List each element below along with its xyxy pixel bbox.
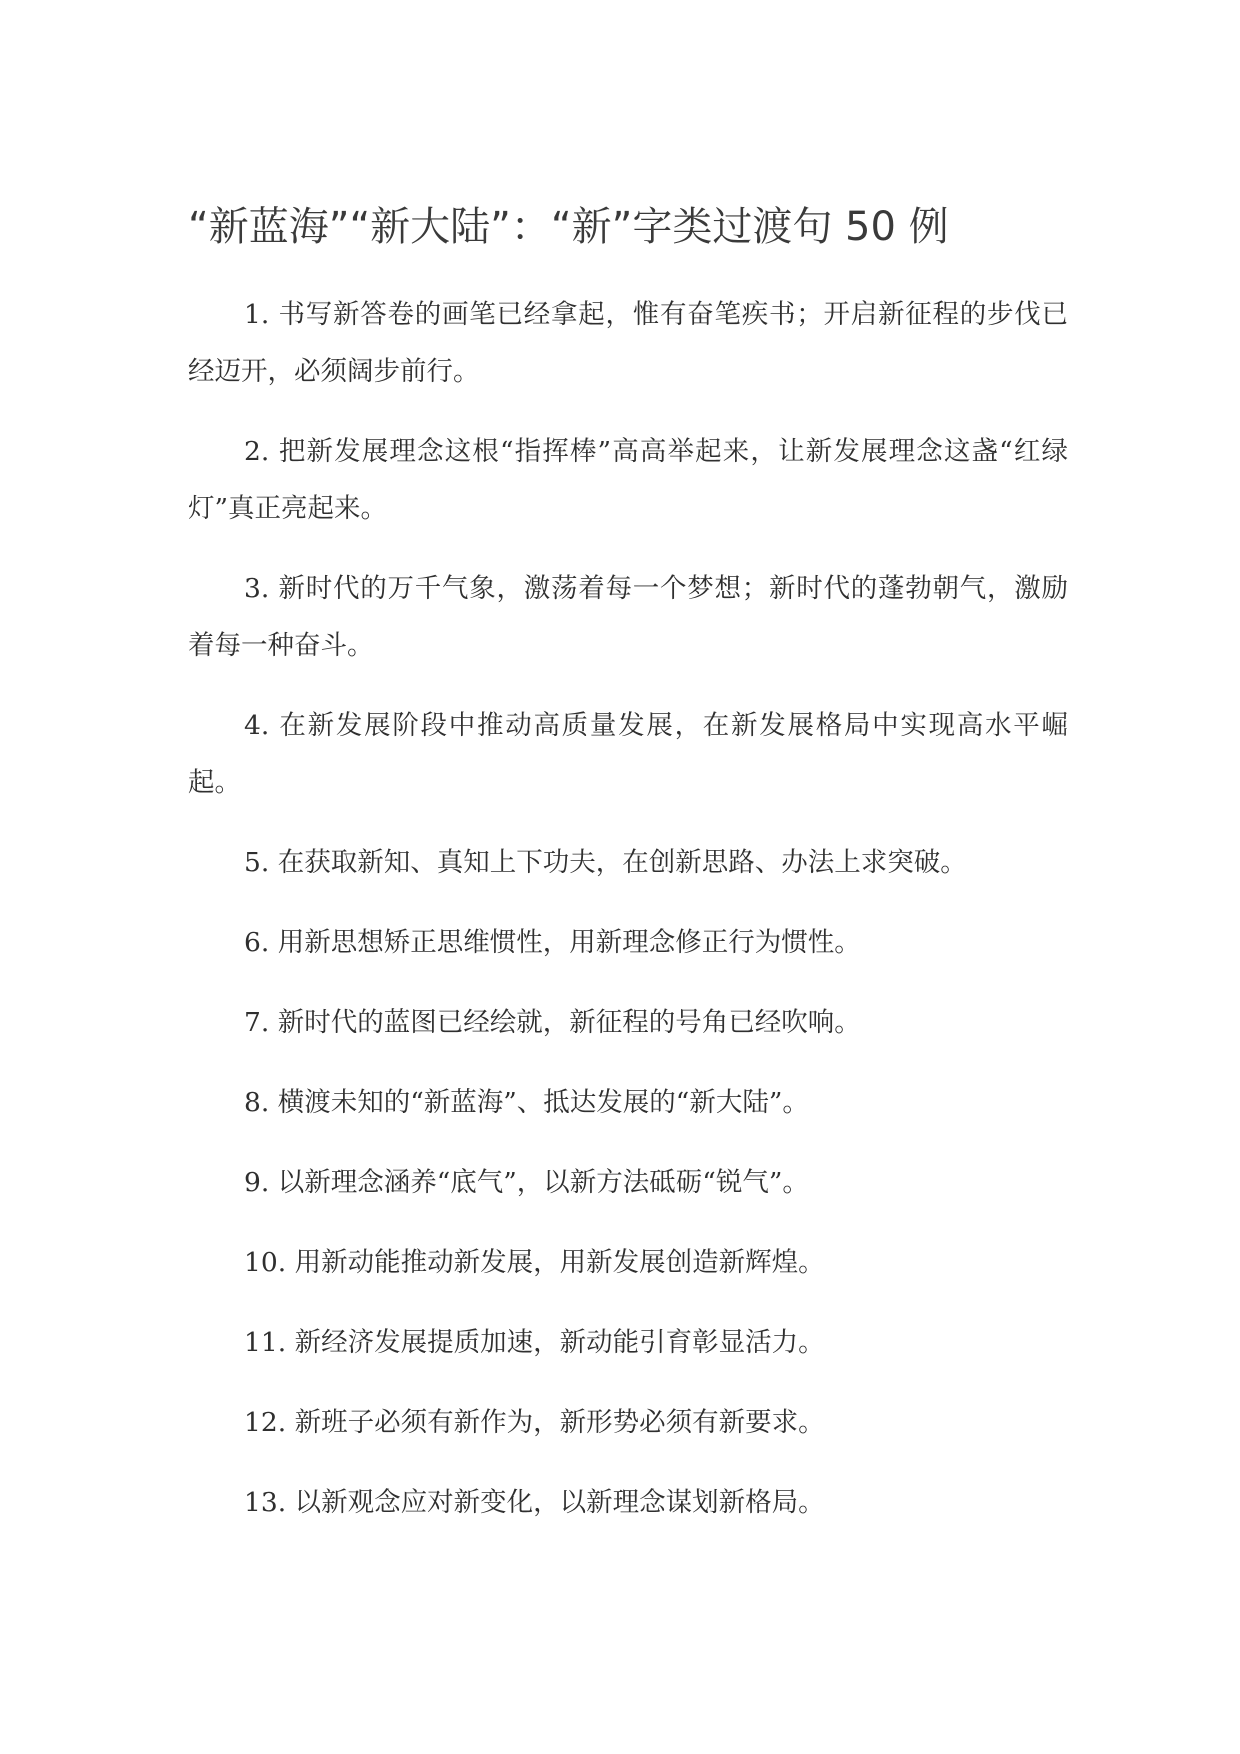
list-item: 5. 在获取新知、真知上下功夫，在创新思路、办法上求突破。 xyxy=(244,847,967,878)
list-item: 6. 用新思想矫正思维惯性，用新理念修正行为惯性。 xyxy=(244,927,861,958)
list-item: 7. 新时代的蓝图已经绘就，新征程的号角已经吹响。 xyxy=(244,1007,861,1038)
list-item: 13. 以新观念应对新变化，以新理念谋划新格局。 xyxy=(244,1487,825,1518)
list-item: 3. 新时代的万千气象，激荡着每一个梦想；新时代的蓬勃朝气，激励着每一种奋斗。 xyxy=(188,573,1068,661)
list-item: 11. 新经济发展提质加速，新动能引育彰显活力。 xyxy=(244,1327,825,1358)
sentence-list xyxy=(188,286,1068,1554)
list-item: 9. 以新理念涵养“底气”，以新方法砥砺“锐气”。 xyxy=(244,1167,809,1198)
document-title: “新蓝海”“新大陆”：“新”字类过渡句 50 例 xyxy=(188,204,949,250)
list-item: 8. 横渡未知的“新蓝海”、抵达发展的“新大陆”。 xyxy=(244,1087,809,1118)
list-item: 2. 把新发展理念这根“指挥棒”高高举起来，让新发展理念这盏“红绿灯”真正亮起来。 xyxy=(188,436,1068,524)
list-item: 12. 新班子必须有新作为，新形势必须有新要求。 xyxy=(244,1407,825,1438)
list-item: 10. 用新动能推动新发展，用新发展创造新辉煌。 xyxy=(244,1247,825,1278)
list-item: 1. 书写新答卷的画笔已经拿起，惟有奋笔疾书；开启新征程的步伐已经迈开，必须阔步前行。 xyxy=(188,299,1068,387)
list-item: 4. 在新发展阶段中推动高质量发展，在新发展格局中实现高水平崛起。 xyxy=(188,710,1068,798)
